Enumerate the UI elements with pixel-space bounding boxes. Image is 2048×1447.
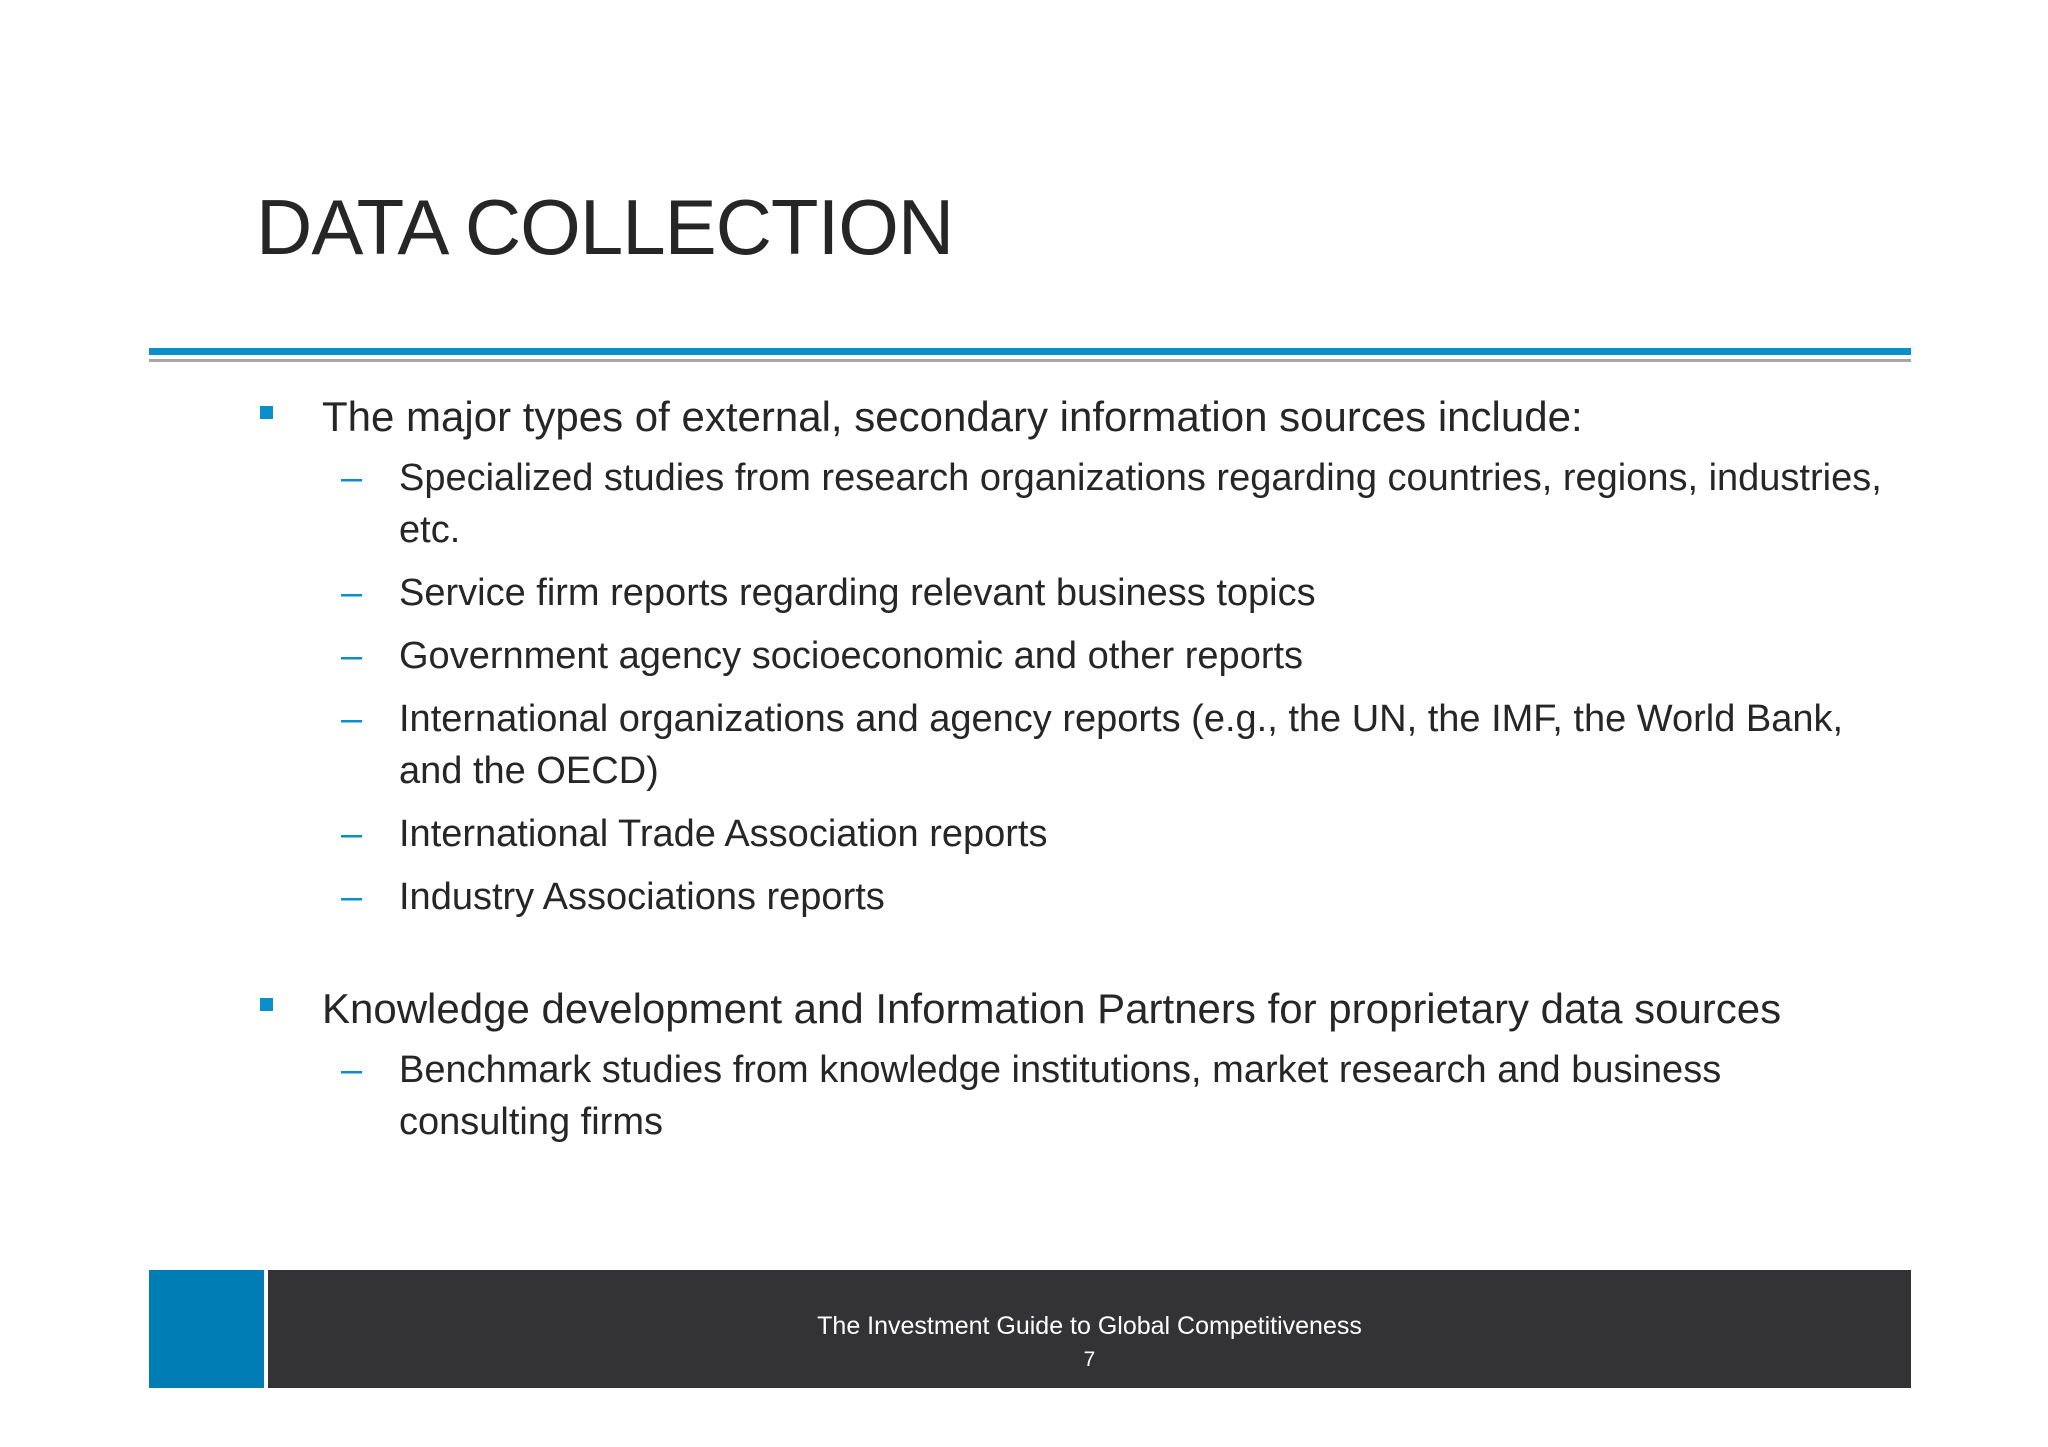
sub-bullet-list (256, 452, 1896, 923)
bullet-block-proprietary-sources (256, 980, 1896, 1148)
bullet-spacer (256, 934, 1896, 980)
bullet-text: Knowledge development and Information Partners for proprietary data sources (322, 985, 1782, 1032)
slide-title: DATA COLLECTION (256, 183, 954, 271)
sub-bullet-text: Industry Associations reports (399, 876, 885, 918)
dash-bullet-icon: – (341, 457, 363, 499)
dash-bullet-icon: – (341, 1049, 363, 1091)
dash-bullet-icon: – (341, 698, 363, 740)
sub-bullet-list (256, 1044, 1896, 1148)
bullet-block-secondary-sources (256, 388, 1896, 923)
sub-bullet-text: International organizations and agency reports (e.g., the UN, the IMF, the World Bank, and the OECD) (399, 698, 1844, 792)
square-bullet-icon (260, 406, 273, 419)
sub-bullet-text: Service firm reports regarding relevant business topics (399, 572, 1316, 614)
bullet-item (256, 388, 1896, 446)
sub-bullet-item (256, 1044, 1896, 1148)
sub-bullet-text: International Trade Association reports (399, 813, 1048, 855)
sub-bullet-item (256, 693, 1896, 797)
dash-bullet-icon: – (341, 813, 363, 855)
page-number: 7 (1083, 1348, 1096, 1371)
bullet-item (256, 980, 1896, 1038)
sub-bullet-text: Benchmark studies from knowledge institutions, market research and business consulting firms (399, 1049, 1722, 1143)
title-divider-blue (149, 348, 1911, 355)
footer-title: The Investment Guide to Global Competitiveness (817, 1312, 1362, 1340)
square-bullet-icon (260, 998, 273, 1011)
dash-bullet-icon: – (341, 572, 363, 614)
footer-accent-block (149, 1270, 264, 1388)
sub-bullet-item (256, 808, 1896, 860)
sub-bullet-text: Government agency socioeconomic and other reports (399, 635, 1304, 677)
title-divider-gray (149, 359, 1911, 362)
slide-content (256, 388, 1896, 1159)
bullet-text: The major types of external, secondary information sources include: (322, 393, 1583, 440)
dash-bullet-icon: – (341, 635, 363, 677)
sub-bullet-text: Specialized studies from research organizations regarding countries, regions, industries, etc. (399, 457, 1882, 551)
dash-bullet-icon: – (341, 876, 363, 918)
sub-bullet-item (256, 452, 1896, 556)
sub-bullet-item (256, 630, 1896, 682)
sub-bullet-item (256, 871, 1896, 923)
sub-bullet-item (256, 567, 1896, 619)
